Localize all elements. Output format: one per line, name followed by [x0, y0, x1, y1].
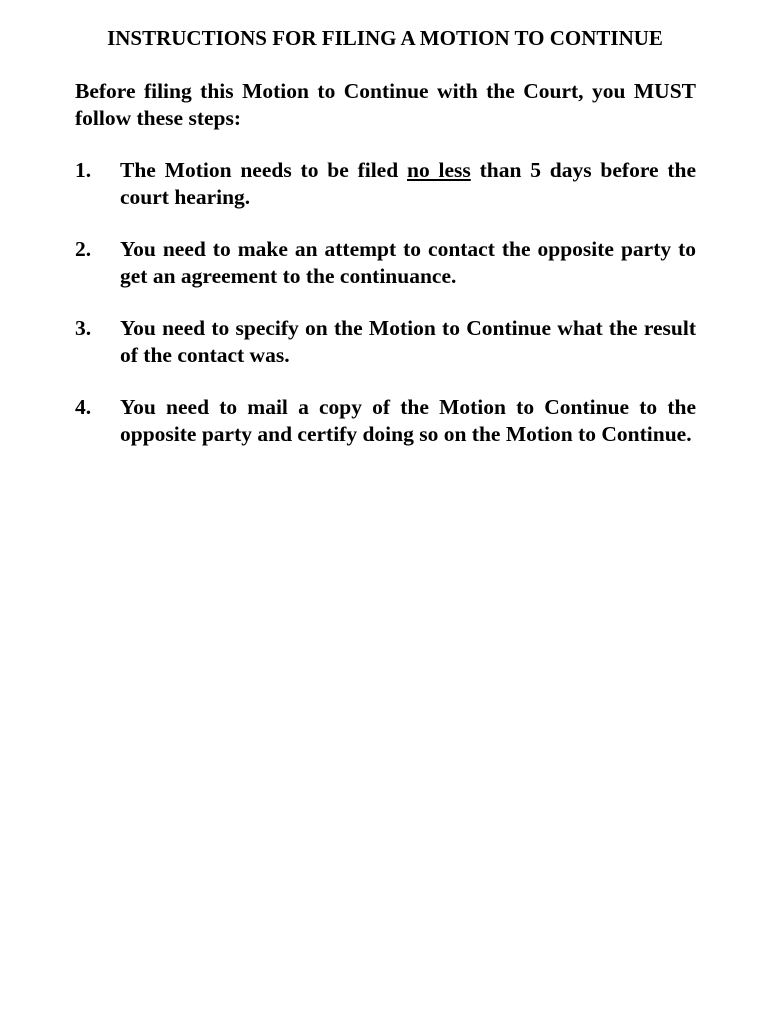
step-item-4 — [75, 394, 696, 448]
step-item-2 — [75, 236, 696, 290]
underlined-emphasis: no less — [406, 158, 471, 182]
document-title: INSTRUCTIONS FOR FILING A MOTION TO CONTINUE — [107, 26, 663, 50]
step-number: 1. — [75, 158, 92, 182]
step-text — [120, 157, 696, 211]
steps-list — [75, 157, 696, 473]
step-text-part: The Motion needs to be filed — [120, 158, 407, 182]
step-number: 3. — [75, 316, 92, 340]
step-text: You need to specify on the Motion to Continue what the result of the contact was. — [120, 316, 696, 367]
step-item-1 — [75, 157, 696, 211]
step-text: You need to mail a copy of the Motion to Continue to the opposite party and certify doing so on the Motion to Continue. — [120, 395, 696, 446]
step-number: 4. — [75, 395, 92, 419]
step-number: 2. — [75, 237, 92, 261]
step-text-part: than 5 days before the court hearing. — [120, 158, 696, 209]
intro-paragraph: Before filing this Motion to Continue with the Court, you MUST follow these steps: — [75, 79, 696, 130]
step-text: You need to make an attempt to contact the opposite party to get an agreement to the continuance. — [120, 237, 696, 288]
step-item-3 — [75, 315, 696, 369]
